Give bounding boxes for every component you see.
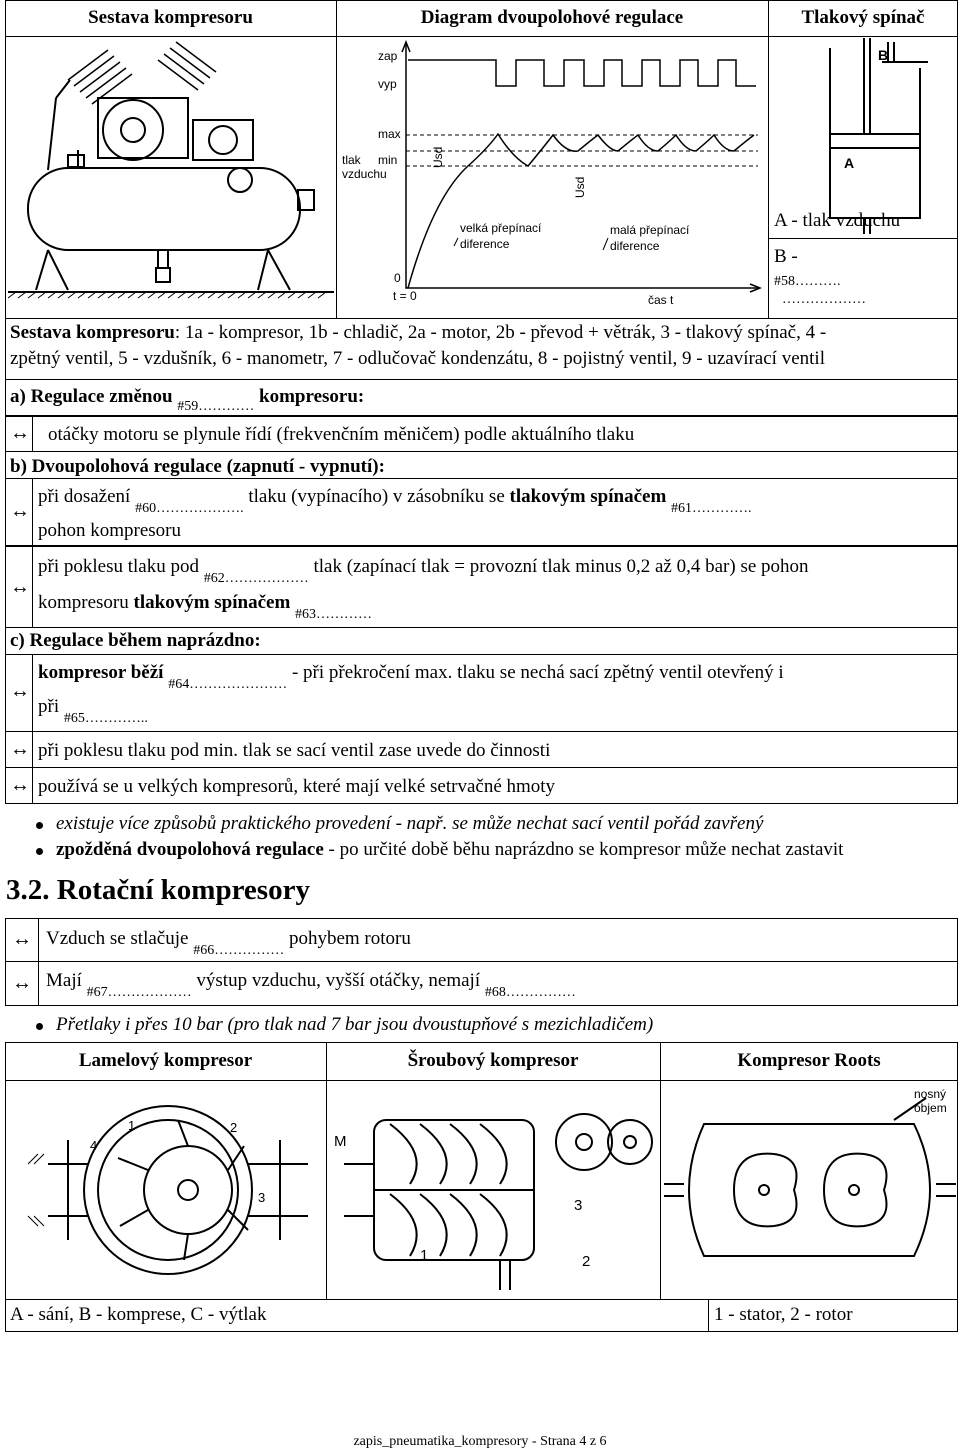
pressure-switch-illustration <box>770 38 956 238</box>
vane-label-3: 3 <box>258 1190 266 1205</box>
vane-label-4: 4 <box>90 1138 98 1153</box>
row-divider <box>32 546 33 628</box>
arrow-icon: ↔ <box>10 774 30 796</box>
row-divider <box>32 768 33 804</box>
switch-label-b: B <box>878 47 889 63</box>
diagram-label-vzduchu: vzduchu <box>342 167 387 181</box>
section-c-row2: při poklesu tlaku pod min. tlak se sací ventil zase uvede do činnosti <box>38 740 551 761</box>
header-switch: Tlakový spínač <box>801 7 925 28</box>
section-c-row3: používá se u velkých kompresorů, které mají velké setrvačné hmoty <box>38 776 556 797</box>
switch-label-a: A <box>844 155 855 171</box>
diagram-label-t0: t = 0 <box>393 289 417 303</box>
screw-label-2: 2 <box>582 1253 591 1270</box>
section-c-row1-line2 <box>38 696 148 726</box>
blank-60[interactable]: #60………………. <box>135 501 244 516</box>
blank-59[interactable]: #59………… <box>177 399 255 414</box>
c-row1-text1: kompresor běží <box>38 662 164 683</box>
diagram-label-vyp: vyp <box>378 77 397 91</box>
row-divider <box>38 962 39 1006</box>
legend-a: A - tlak vzduchu <box>774 210 901 231</box>
roots-compressor-illustration <box>664 1084 956 1298</box>
section-c-row1-line1 <box>38 662 784 692</box>
top-row-divider <box>5 318 958 319</box>
header-vane: Lamelový kompresor <box>78 1050 253 1071</box>
diagram-label-usd-1: Usd <box>431 146 445 168</box>
b-row2-text4: tlakovým spínačem <box>133 592 291 613</box>
blank-62[interactable]: #62……………… <box>203 571 309 586</box>
diagram-label-usd-2: Usd <box>573 176 587 198</box>
arrow-icon: ↔ <box>12 928 32 950</box>
b-row1-text2: tlaku (vypínacího) v zásobníku se <box>248 486 505 507</box>
diagram-label-small-diff-2: diference <box>610 239 660 253</box>
legend-b: B - <box>774 246 798 267</box>
bottom-caption-right: 1 - stator, 2 - rotor <box>714 1304 853 1325</box>
b-row2-text1: při poklesu tlaku pod <box>38 556 199 577</box>
header-screw: Šroubový kompresor <box>407 1050 579 1071</box>
blank-61[interactable]: #61…………. <box>671 501 752 516</box>
header-diagram: Diagram dvoupolohové regulace <box>420 7 684 28</box>
roots-label-2: objem <box>914 1101 947 1115</box>
screw-label-m: M <box>334 1133 347 1150</box>
bullet-2-bold: zpožděná dvoupolohová regulace <box>56 839 324 860</box>
assembly-caption-title: Sestava kompresoru <box>10 322 175 343</box>
rot-row2-text1: Mají <box>46 970 82 991</box>
arrow-icon: ↔ <box>10 680 30 702</box>
bullet-2-rest: - po určité době běhu naprázdno se kompresor může nechat zastavit <box>323 839 844 860</box>
rot-row1-text1: Vzduch se stlačuje <box>46 928 189 949</box>
rot-row2 <box>46 970 576 1000</box>
rot-row2-text2: výstup vzduchu, vyšší otáčky, nemají <box>196 970 481 991</box>
legend-b-blank[interactable]: #58………. <box>774 274 841 289</box>
diagram-label-zero: 0 <box>394 271 401 285</box>
compressor-assembly-illustration <box>8 40 334 316</box>
section-b-row1-line1 <box>38 486 752 516</box>
row-divider <box>32 416 33 452</box>
bullet-3: Přetlaky i přes 10 bar (pro tlak nad 7 bar jsou dvoustupňové s mezichladičem) <box>56 1014 654 1035</box>
regulation-diagram <box>338 38 766 316</box>
diagram-label-zap: zap <box>378 49 398 63</box>
c-row1-text3: při <box>38 696 60 717</box>
bottom-caption-left: A - sání, B - komprese, C - výtlak <box>10 1304 267 1325</box>
arrow-icon: ↔ <box>12 972 32 994</box>
vane-compressor-illustration <box>8 1084 324 1298</box>
page-footer: zapis_pneumatika_kompresory - Strana 4 z 6 <box>353 1434 607 1449</box>
blank-64[interactable]: #64………………… <box>168 677 288 692</box>
top-col-divider-1 <box>336 0 337 318</box>
screw-label-1: 1 <box>420 1247 429 1264</box>
assembly-caption-text1: : 1a - kompresor, 1b - chladič, 2a - motor, 2b - převod + větrák, 3 - tlakový spínač, 4 - <box>174 322 827 343</box>
b-row2-text2: tlak (zapínací tlak = provozní tlak minus 0,2 až 0,4 bar) se pohon <box>313 556 809 577</box>
diagram-label-big-diff-1: velká přepínací <box>460 221 542 235</box>
rot-row1-text2: pohybem rotoru <box>288 928 411 949</box>
row-divider <box>32 654 33 732</box>
c-row1-text2: - při překročení max. tlaku se nechá sací zpětný ventil otevřený i <box>291 662 784 683</box>
assembly-caption-line2: zpětný ventil, 5 - vzdušník, 6 - manometr, 7 - odlučovač kondenzátu, 8 - pojistný ventil, 9 - uzavírací ventil <box>10 348 825 369</box>
section-a-title <box>10 386 365 414</box>
blank-66[interactable]: #66…………… <box>193 943 285 958</box>
blank-67[interactable]: #67……………… <box>86 985 192 1000</box>
top-col-divider-2 <box>768 0 769 318</box>
bullet-dot <box>36 1023 43 1030</box>
section-c-title: c) Regulace během naprázdno: <box>10 630 261 651</box>
b-row1-text3: tlakovým spínačem <box>509 486 667 507</box>
bottom-header-underline <box>5 1080 958 1081</box>
screw-compressor-illustration <box>330 1084 658 1298</box>
legend-b-dots: ……………… <box>782 292 866 307</box>
diagram-label-tlak: tlak <box>342 153 361 167</box>
section-a-row: otáčky motoru se plynule řídí (frekvenčním měničem) podle aktuálního tlaku <box>48 424 635 445</box>
arrow-icon: ↔ <box>10 500 30 522</box>
blank-63[interactable]: #63………… <box>295 607 373 622</box>
bullet-dot <box>36 848 43 855</box>
bullet-1: existuje více způsobů praktického provedení - např. se může nechat sací ventil pořád zavřený <box>56 813 764 834</box>
blank-65[interactable]: #65………….. <box>63 711 148 726</box>
arrow-icon: ↔ <box>10 576 30 598</box>
assembly-caption-line1 <box>10 322 826 344</box>
screw-label-3: 3 <box>574 1197 583 1214</box>
row-divider <box>32 478 33 546</box>
header-roots: Kompresor Roots <box>737 1050 881 1071</box>
arrow-icon: ↔ <box>10 422 30 444</box>
row-divider <box>32 732 33 768</box>
section-b-row2-line2 <box>38 592 373 622</box>
arrow-icon: ↔ <box>10 738 30 760</box>
bullet-dot <box>36 822 43 829</box>
rot-row1 <box>46 928 411 958</box>
diagram-label-time: čas t <box>648 293 674 307</box>
vane-label-2: 2 <box>230 1120 238 1135</box>
b-row2-text3: kompresoru <box>38 592 129 613</box>
section-a-post: kompresoru: <box>259 386 365 407</box>
diagram-label-min: min <box>378 153 398 167</box>
top-header-underline <box>5 36 958 37</box>
header-assembly: Sestava kompresoru <box>88 7 253 28</box>
diagram-label-big-diff-2: diference <box>460 237 510 251</box>
bullet-2 <box>56 839 843 861</box>
section-b-row2-line1 <box>38 556 809 586</box>
legend-divider <box>768 238 958 239</box>
b-row1-text4: pohon kompresoru <box>38 520 182 541</box>
section-b-title: b) Dvoupolohová regulace (zapnutí - vypnutí): <box>10 456 385 477</box>
blank-68[interactable]: #68…………… <box>484 985 576 1000</box>
diagram-label-max: max <box>378 127 401 141</box>
bottom-caption-divider <box>708 1300 709 1332</box>
section-a-pre: a) Regulace změnou <box>10 386 173 407</box>
diagram-label-small-diff-1: malá přepínací <box>610 223 690 237</box>
b-row1-text1: při dosažení <box>38 486 131 507</box>
section-heading: 3.2. Rotační kompresory <box>6 874 310 906</box>
row-divider <box>38 918 39 962</box>
vane-label-1: 1 <box>128 1118 136 1133</box>
roots-label-1: nosný <box>914 1087 947 1101</box>
